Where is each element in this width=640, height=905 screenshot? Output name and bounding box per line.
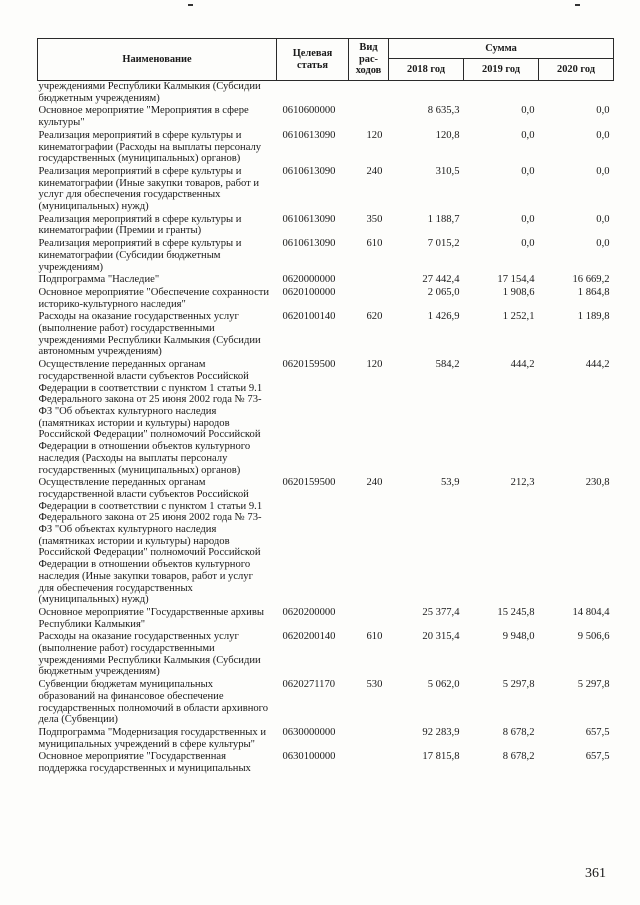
top-tick-left	[188, 4, 193, 6]
row-kind	[349, 81, 389, 106]
row-sum-2018: 20 315,4	[422, 631, 460, 643]
row-sum-2020: 0,0	[596, 105, 610, 117]
row-sum-2019: 8 678,2	[502, 751, 535, 763]
row-sum-2020: 1 189,8	[577, 311, 610, 323]
row-sum-2019: 444,2	[510, 359, 535, 371]
row-sum-2020: 0,0	[596, 213, 610, 225]
row-sum-2018: 2 065,0	[427, 286, 460, 298]
row-sum-2020: 1 864,8	[577, 286, 610, 298]
row-article: 0610600000	[282, 105, 336, 117]
row-name: Реализация мероприятий в сфере культуры и кинематографии (Иные закупки товаров, работ и услуг для обеспечения государственных (муниципальных) нужд)	[38, 165, 260, 213]
row-sum-2018: 310,5	[435, 165, 460, 177]
row-sum-2020: 230,8	[585, 477, 610, 489]
row-kind: 240	[366, 165, 383, 177]
table-row	[38, 359, 614, 477]
row-sum-2018: 1 188,7	[427, 213, 460, 225]
row-kind: 610	[366, 631, 383, 643]
row-name: Основное мероприятие "Мероприятия в сфере культуры"	[38, 105, 249, 129]
row-sum-2018: 1 426,9	[427, 311, 460, 323]
row-sum-2019: 8 678,2	[502, 726, 535, 738]
row-article: 0630000000	[282, 726, 336, 738]
row-name: Основное мероприятие "Государственная поддержка государственных и муниципальных	[38, 751, 251, 775]
row-article: 0620271170	[282, 679, 336, 691]
row-sum-2020: 0,0	[596, 129, 610, 141]
header-year-2019: 2019 год	[464, 59, 539, 81]
row-sum-2020: 5 297,8	[577, 679, 610, 691]
row-name: Реализация мероприятий в сфере культуры и кинематографии (Расходы на выплаты персоналу государственных (муниципальных) органов)	[38, 129, 262, 165]
table-row	[38, 311, 614, 359]
row-sum-2020: 0,0	[596, 165, 610, 177]
row-article: 0610613090	[282, 213, 336, 225]
row-name: Осуществление переданных органам государственной власти субъектов Российской Федерации в соответствии с пунктом 1 статьи 9.1 Федерального закона от 25 июня 2002 года № 73-ФЗ "Об объектах культурного наследия (памятниках истории и культуры) народов Российской Федерации" полномочий Российской Федерации в отношении объектов культурного наследия (Расходы на выплаты персоналу государственных (муниципальных) органов)	[38, 359, 263, 476]
row-sum-2018: 92 283,9	[422, 726, 460, 738]
row-sum-2019: 0,0	[521, 129, 535, 141]
row-kind: 530	[366, 679, 383, 691]
row-kind	[349, 727, 389, 751]
table-row	[38, 130, 614, 166]
row-sum-2019	[464, 81, 539, 106]
row-sum-2019: 9 948,0	[502, 631, 535, 643]
row-article: 0620000000	[282, 274, 336, 286]
row-sum-2018: 584,2	[435, 359, 460, 371]
row-kind	[349, 274, 389, 287]
row-sum-2020	[539, 81, 614, 106]
row-article: 0630100000	[282, 751, 336, 763]
header-kind: Вид рас-ходов	[349, 39, 389, 81]
row-name: Реализация мероприятий в сфере культуры и кинематографии (Субсидии бюджетным учреждениям)	[38, 238, 242, 273]
row-sum-2018: 53,9	[440, 477, 460, 489]
row-sum-2019: 1 252,1	[502, 311, 535, 323]
row-sum-2019: 5 297,8	[502, 679, 535, 691]
row-sum-2019: 0,0	[521, 165, 535, 177]
page-number: 361	[585, 866, 606, 881]
row-name: Субвенции бюджетам муниципальных образований на финансовое обеспечение государственных полномочий в области архивного дела (Субвенции)	[38, 679, 269, 726]
budget-table	[37, 38, 614, 776]
row-name: учреждениями Республики Калмыкия (Субсидии бюджетным учреждениям)	[38, 81, 261, 104]
row-sum-2020: 444,2	[585, 359, 610, 371]
table-row	[38, 607, 614, 631]
row-name: Подпрограмма "Модернизация государственных и муниципальных учреждений в сфере культуры"	[38, 726, 267, 750]
row-kind: 120	[366, 129, 383, 141]
table-row	[38, 105, 614, 129]
table-row	[38, 751, 614, 775]
row-sum-2020: 14 804,4	[572, 606, 610, 618]
table-row	[38, 214, 614, 238]
row-name: Основное мероприятие "Государственные архивы Республики Калмыкия"	[38, 606, 264, 630]
row-kind	[349, 105, 389, 129]
row-article: 0620200000	[282, 606, 336, 618]
table-row	[38, 274, 614, 287]
row-name: Подпрограмма "Наследие"	[38, 274, 160, 286]
row-article: 0620200140	[282, 631, 336, 643]
row-kind: 610	[366, 238, 383, 250]
table-row	[38, 679, 614, 727]
table-row	[38, 477, 614, 607]
row-kind: 350	[366, 213, 383, 225]
row-name: Осуществление переданных органам государственной власти субъектов Российской Федерации в соответствии с пунктом 1 статьи 9.1 Федерального закона от 25 июня 2002 года № 73-ФЗ "Об объектах культурного наследия (памятниках истории и культуры) народов Российской Федерации" полномочий Российской Федерации в отношении объектов культурного наследия (Иные закупки товаров, работ и услуг для обеспечения государственных (муниципальных) нужд)	[38, 477, 263, 606]
row-sum-2018: 120,8	[435, 129, 460, 141]
row-article: 0620159500	[282, 477, 336, 489]
row-sum-2018: 25 377,4	[422, 606, 460, 618]
row-name: Реализация мероприятий в сфере культуры и кинематографии (Премии и гранты)	[38, 213, 242, 237]
row-article	[277, 81, 349, 106]
row-name: Основное мероприятие "Обеспечение сохранности историко-культурного наследия"	[38, 286, 270, 310]
header-article: Целевая статья	[277, 39, 349, 81]
header-year-2018: 2018 год	[389, 59, 464, 81]
row-sum-2019: 212,3	[510, 477, 535, 489]
table-row	[38, 727, 614, 751]
row-article: 0610613090	[282, 129, 336, 141]
table-row	[38, 287, 614, 311]
row-sum-2020: 16 669,2	[572, 274, 610, 286]
row-article: 0610613090	[282, 165, 336, 177]
table-row	[38, 631, 614, 679]
row-sum-2019: 0,0	[521, 213, 535, 225]
row-name: Расходы на оказание государственных услуг (выполнение работ) государственными учреждениями Республики Калмыкия (Субсидии автономным учреждениям)	[38, 311, 261, 358]
row-sum-2019: 0,0	[521, 238, 535, 250]
row-sum-2019: 15 245,8	[497, 606, 535, 618]
row-sum-2020: 657,5	[585, 751, 610, 763]
row-kind	[349, 607, 389, 631]
row-sum-2018: 17 815,8	[422, 751, 460, 763]
top-tick-right	[575, 4, 580, 6]
table-row	[38, 238, 614, 274]
header-year-2020: 2020 год	[539, 59, 614, 81]
row-kind	[349, 751, 389, 775]
row-article: 0620100140	[282, 311, 336, 323]
row-kind: 620	[366, 311, 383, 323]
table-body	[38, 81, 614, 776]
row-kind: 240	[366, 477, 383, 489]
table-header	[38, 39, 614, 81]
row-article: 0620159500	[282, 359, 336, 371]
header-name: Наименование	[38, 39, 277, 81]
row-sum-2018: 27 442,4	[422, 274, 460, 286]
row-sum-2020: 0,0	[596, 238, 610, 250]
row-sum-2020: 657,5	[585, 726, 610, 738]
row-sum-2018: 8 635,3	[427, 105, 460, 117]
row-sum-2019: 0,0	[521, 105, 535, 117]
table-row	[38, 166, 614, 214]
row-article: 0620100000	[282, 286, 336, 298]
row-sum-2019: 1 908,6	[502, 286, 535, 298]
row-sum-2018: 7 015,2	[427, 238, 460, 250]
row-sum-2019: 17 154,4	[497, 274, 535, 286]
row-kind	[349, 287, 389, 311]
header-sum: Сумма	[389, 39, 614, 59]
row-sum-2020: 9 506,6	[577, 631, 610, 643]
row-article: 0610613090	[282, 238, 336, 250]
table-row	[38, 81, 614, 106]
row-kind: 120	[366, 359, 383, 371]
row-sum-2018	[389, 81, 464, 106]
row-sum-2018: 5 062,0	[427, 679, 460, 691]
row-name: Расходы на оказание государственных услуг (выполнение работ) государственными учреждениями Республики Калмыкия (Субсидии бюджетным учреждениям)	[38, 631, 261, 678]
